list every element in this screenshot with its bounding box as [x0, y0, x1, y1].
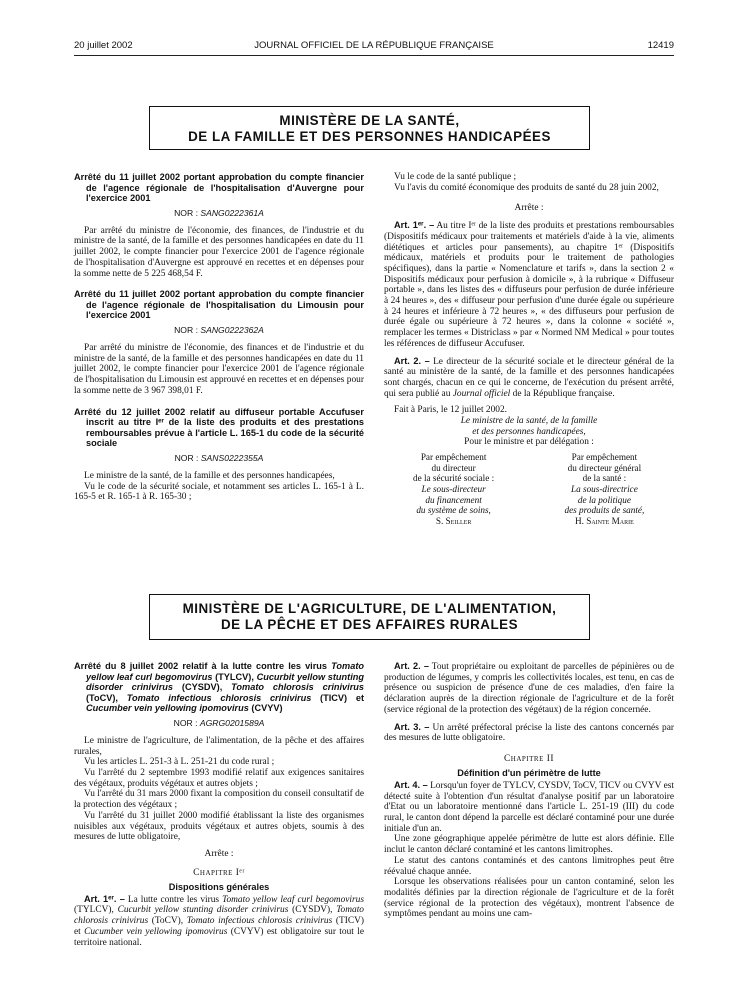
- decree-virus-article1: Art. 1ᵉʳ. – La lutte contre les virus Tomato yellow leaf curl begomovirus (TYLCV), Cucurbit yellow stunting disorder crinivirus (CYSDV), Tomato chlorosis crinivirus (ToCV), Tomato infectious chlorosis crinivirus (TICV) et Cucumber vein yellowing ipomovirus (CVYV) est obligatoire sur tout le territoire national.: [74, 893, 365, 948]
- decree-accufuser-vu-avis: Vu l'avis du comité économique des produits de santé du 28 juin 2002,: [394, 182, 659, 193]
- decree-virus-observations: Lorsque les observations réalisées pour un canton contaminé, selon les modalités définies par la direction régionale de l'agriculture et de la forêt (service régional de la protection des végétaux), montrent l'absence de symptômes pendant au moins une cam-: [384, 877, 674, 920]
- decree-virus-article2: Art. 2. – Tout propriétaire ou exploitant de parcelles de pépinières ou de production de légumes, y compris les collectivités locales, est tenu, en cas de présence ou suspicion de présence d'une de ces maladies, d'en faire la déclaration auprès de la direction régionale de l'agriculture et de la forêt (service régional de la protection des végétaux) de la région concernée.: [384, 661, 674, 715]
- ministry-agriculture-line1: MINISTÈRE DE L'AGRICULTURE, DE L'ALIMENTATION,: [182, 601, 557, 616]
- chapter-1-heading: Chapitre Iᵉʳ: [193, 867, 245, 878]
- signature-block: [384, 452, 674, 526]
- decree-limousin-nor: NOR : SANG0222362A: [174, 325, 264, 336]
- decree-virus-minister: Le ministre de l'agriculture, de l'alimentation, de la pêche et des affaires rurales,: [74, 735, 364, 757]
- ministry-health-line2: DE LA FAMILLE ET DES PERSONNES HANDICAPÉES: [188, 129, 551, 144]
- decree-virus-vu-2000-mars: Vu l'arrêté du 31 mars 2000 fixant la composition du conseil consultatif de la protection des végétaux ;: [74, 789, 364, 811]
- decree-accufuser-fait: Fait à Paris, le 12 juillet 2002.: [394, 405, 508, 416]
- health-left-column: [74, 172, 364, 503]
- agriculture-right-column: [384, 661, 674, 920]
- section-general-provisions: Dispositions générales: [168, 881, 270, 892]
- signatory-right-name: H. Sainte Marie: [575, 515, 634, 526]
- decree-accufuser-delegation: Pour le ministre et par délégation :: [464, 437, 594, 448]
- decree-auvergne-title: Arrêté du 11 juillet 2002 portant approbation du compte financier de l'agence régionale de l'hospitalisation d'Auvergne pour l'exercice 2001: [74, 172, 364, 204]
- decree-virus-vu-1993: Vu l'arrêté du 2 septembre 1993 modifié relatif aux exigences sanitaires des végétaux, produits végétaux et autres objets ;: [74, 768, 364, 789]
- signature-left: Par empêchement du directeur de la sécurité sociale : Le sous-directeur du financement du système de soins, S. Seiller: [384, 452, 523, 526]
- decree-accufuser-nor: NOR : SANS0222355A: [174, 452, 264, 463]
- decree-virus-nor: NOR : AGRG0201589A: [173, 717, 265, 728]
- decree-virus-vu-2000-juillet: Vu l'arrêté du 31 juillet 2000 modifié établissant la liste des organismes nuisibles aux végétaux, produits végétaux et autres objets, soumis à des mesures de lutte obligatoire,: [74, 810, 364, 843]
- decree-virus-perimeter-zone: Une zone géographique appelée périmètre de lutte est alors définie. Elle inclut le canton déclaré contaminé et les cantons limitrophes.: [384, 834, 674, 856]
- ministry-agriculture-heading: [149, 594, 590, 640]
- signatory-left-name: S. Seiller: [435, 515, 472, 526]
- decree-accufuser-arrete: Arrête :: [514, 203, 544, 214]
- decree-virus-vu-code-rural: Vu les articles L. 251-3 à L. 251-21 du code rural ;: [84, 757, 275, 768]
- decree-auvergne-nor: NOR : SANG0222361A: [174, 207, 264, 218]
- signature-right: Par empêchement du directeur général de la santé : La sous-directrice de la politique des produits de santé, H. Sainte Marie: [535, 452, 674, 526]
- decree-accufuser-minister: Le ministre de la santé, de la famille et des personnes handicapées,: [84, 470, 335, 481]
- section-perimeter-definition: Définition d'un périmètre de lutte: [457, 767, 601, 778]
- decree-accufuser-minister-line2: et des personnes handicapées,: [472, 426, 586, 437]
- journal-title: JOURNAL OFFICIEL DE LA RÉPUBLIQUE FRANÇAISE: [254, 40, 494, 51]
- ministry-health-heading: [149, 106, 590, 150]
- decree-accufuser-vu-code: Vu le code de la sécurité sociale, et notamment ses articles L. 165-1 à L. 165-5 et R. 165-1 à R. 165-30 ;: [74, 481, 364, 503]
- decree-virus-title: Arrêté du 8 juillet 2002 relatif à la lutte contre les virus Tomato yellow leaf curl begomovirus (TYLCV), Cucurbit yellow stunting disorder crinivirus (CYSDV), Tomato chlorosis crinivirus (ToCV), Tomato infectious chlorosis crinivirus (TICV) et Cucumber vein yellowing ipomovirus (CVYV): [74, 661, 364, 714]
- agriculture-left-column: [74, 661, 364, 948]
- page-number: 12419: [647, 40, 674, 51]
- ministry-health-line1: MINISTÈRE DE LA SANTÉ,: [279, 113, 460, 128]
- decree-accufuser-vu-sante: Vu le code de la santé publique ;: [394, 172, 517, 182]
- decree-limousin-body: Par arrêté du ministre de l'économie, des finances et de l'industrie et du ministre de la santé, de la famille et des personnes handicapées en date du 11 juillet 2002, le compte financier pour l'exercice 2001 de l'agence régionale de l'hospitalisation du Limousin est approuvé en recettes et en dépenses pour la somme nette de 3 967 398,01 F.: [74, 343, 364, 396]
- decree-accufuser-article2: Art. 2. – Le directeur de la sécurité sociale et le directeur général de la santé au ministère de la santé, de la famille et des personnes handicapées sont chargés, chacun en ce qui le concerne, de l'exécution du présent arrêté, qui sera publié au Journal officiel de la République française.: [384, 355, 674, 399]
- decree-virus-article3: Art. 3. – Un arrêté préfectoral précise la liste des cantons concernés par des mesures de lutte obligatoire.: [384, 721, 675, 744]
- decree-accufuser-title: Arrêté du 12 juillet 2002 relatif au diffuseur portable Accufuser inscrit au titre Iᵉʳ de la liste des produits et des prestations remboursables prévue à l'article L. 165-1 du code de la sécurité sociale: [74, 406, 364, 449]
- decree-virus-status-review: Le statut des cantons contaminés et des cantons limitrophes peut être réévalué chaque année.: [384, 855, 674, 877]
- decree-limousin-title: Arrêté du 11 juillet 2002 portant approbation du compte financier de l'agence régionale de l'hospitalisation du Limousin pour l'exercice 2001: [74, 289, 364, 321]
- decree-auvergne-body: Par arrêté du ministre de l'économie, des finances, de l'industrie et du ministre de la santé, de la famille et des personnes handicapées en date du 11 juillet 2002, le compte financier pour l'exercice 2001 de l'agence régionale de l'hospitalisation d'Auvergne est approuvé en recettes et en dépenses pour la somme nette de 5 225 468,54 F.: [74, 225, 364, 279]
- chapter-2-heading: Chapitre II: [504, 753, 554, 764]
- health-right-column: [384, 172, 674, 526]
- decree-virus-arrete: Arrête :: [204, 849, 234, 859]
- ministry-agriculture-line2: DE LA PÊCHE ET DES AFFAIRES RURALES: [221, 617, 518, 632]
- decree-accufuser-article1: Art. 1ᵉʳ. – Au titre Iᵉʳ de la liste des produits et prestations remboursables (Dispositifs médicaux pour traitements et matériels d'aide à la vie, aliments diététiques et articles pour pansements), au chapitre 1ᵉʳ (Dispositifs médicaux, matériels et produits pour le traitement de pathologies spécifiques), dans la partie « Nomenclature et tarifs », dans la section 2 « Dispositifs médicaux pour perfusion à domicile », à la rubrique « Diffuseur portable », dans les listes des « diffuseurs pour perfusion de durée inférieure à 24 heures », des « diffuseur pour perfusion d'une durée égale ou supérieure à 24 heures et inférieure à 72 heures », « des diffuseurs pour perfusion de durée égale ou supérieure à 72 heures », dans la colonne « société », remplacer les termes « Districlass » par « Normed NM Medical » pour toutes les références de diffuseur Accufuser.: [384, 220, 675, 349]
- header-rule: [74, 55, 674, 56]
- decree-virus-article4: Art. 4. – Lorsqu'un foyer de TYLCV, CYSDV, ToCV, TICV ou CVYV est détecté suite à l'obtention d'un résultat d'analyse positif par un laboratoire d'Etat ou un laboratoire mentionné dans l'article L. 251-19 (III) du code rural, le canton dont dépend la parcelle est déclaré contaminé pour une durée initiale d'un an.: [384, 779, 675, 834]
- decree-accufuser-minister-line1: Le ministre de la santé, de la famille: [460, 416, 598, 427]
- page-date: 20 juillet 2002: [74, 40, 133, 51]
